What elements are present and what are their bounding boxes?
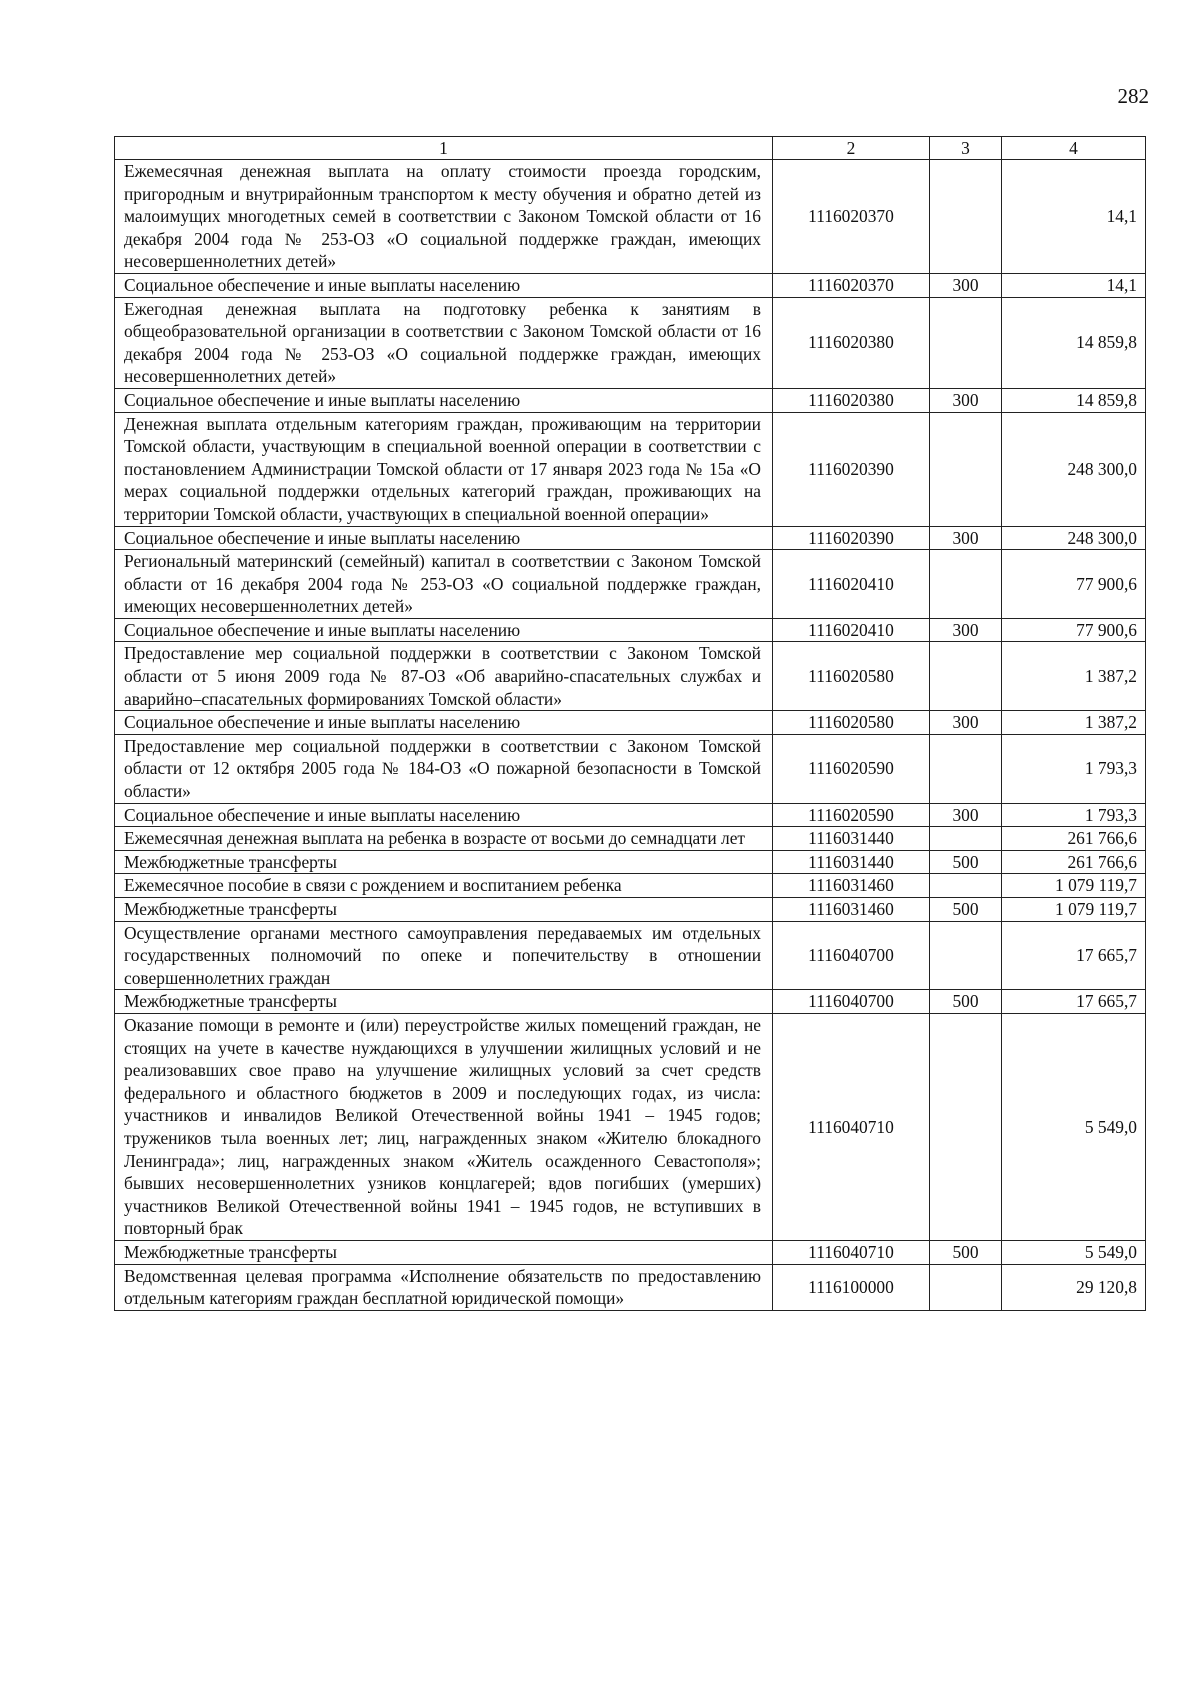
- row-sum-cell: 5 549,0: [1002, 1013, 1146, 1240]
- row-sum-cell: 1 387,2: [1002, 711, 1146, 735]
- row-sum-cell: 77 900,6: [1002, 618, 1146, 642]
- table-header-row: [115, 137, 1146, 160]
- header-col-1: 1: [115, 137, 773, 160]
- row-type-cell: [930, 642, 1002, 711]
- header-col-4: 4: [1002, 137, 1146, 160]
- row-sum-cell: 14,1: [1002, 160, 1146, 274]
- row-name-cell: Ежемесячное пособие в связи с рождением и воспитанием ребенка: [115, 874, 773, 898]
- row-type-cell: [930, 827, 1002, 851]
- row-code-cell: 1116040700: [773, 990, 930, 1014]
- row-type-cell: 500: [930, 990, 1002, 1014]
- row-type-cell: 300: [930, 388, 1002, 412]
- row-name-cell: Социальное обеспечение и иные выплаты населению: [115, 618, 773, 642]
- row-code-cell: 1116031440: [773, 850, 930, 874]
- row-name-cell: Денежная выплата отдельным категориям граждан, проживающим на территории Томской области, участвующим в специальной военной операции в соответствии с постановлением Администрации Томской области от 17 января 2023 года № 15а «О мерах социальной поддержки отдельных категорий граждан, проживающих на территории Томской области, участвующих в специальной военной операции»: [115, 412, 773, 526]
- table-row: [115, 550, 1146, 619]
- row-name-cell: Ежемесячная денежная выплата на ребенка в возрасте от восьми до семнадцати лет: [115, 827, 773, 851]
- row-type-cell: 300: [930, 803, 1002, 827]
- table-row: [115, 850, 1146, 874]
- row-name-cell: Оказание помощи в ремонте и (или) переустройстве жилых помещений граждан, не стоящих на учете в качестве нуждающихся в улучшении жилищных условий и не реализовавших свое право на улучшение жилищных условий за счет средств федерального и областного бюджетов в 2009 и последующих годах, из числа: участников и инвалидов Великой Отечественной войны 1941 – 1945 годов; тружеников тыла военных лет; лиц, награжденных знаком «Жителю блокадного Ленинграда»; лиц, награжденных знаком «Житель осажденного Севастополя»; бывших несовершеннолетних узников концлагерей; вдов погибших (умерших) участников Великой Отечественной войны 1941 – 1945 годов, не вступивших в повторный брак: [115, 1013, 773, 1240]
- row-code-cell: 1116100000: [773, 1264, 930, 1310]
- row-sum-cell: 14 859,8: [1002, 388, 1146, 412]
- row-name-cell: Социальное обеспечение и иные выплаты населению: [115, 526, 773, 550]
- table-row: [115, 642, 1146, 711]
- row-sum-cell: 5 549,0: [1002, 1240, 1146, 1264]
- row-code-cell: 1116020410: [773, 550, 930, 619]
- row-code-cell: 1116031460: [773, 898, 930, 922]
- row-type-cell: 500: [930, 850, 1002, 874]
- table-row: [115, 898, 1146, 922]
- row-type-cell: [930, 550, 1002, 619]
- row-name-cell: Ежемесячная денежная выплата на оплату стоимости проезда городским, пригородным и внутрирайонным транспортом к месту обучения и обратно детей из малоимущих многодетных семей в соответствии с Законом Томской области от 16 декабря 2004 года № 253-ОЗ «О социальной поддержке граждан, имеющих несовершеннолетних детей»: [115, 160, 773, 274]
- header-col-2: 2: [773, 137, 930, 160]
- table-row: [115, 1264, 1146, 1310]
- row-name-cell: Межбюджетные трансферты: [115, 898, 773, 922]
- row-type-cell: [930, 874, 1002, 898]
- row-sum-cell: 261 766,6: [1002, 827, 1146, 851]
- row-sum-cell: 14,1: [1002, 273, 1146, 297]
- table-row: [115, 827, 1146, 851]
- row-sum-cell: 17 665,7: [1002, 921, 1146, 990]
- table-body: [115, 160, 1146, 1311]
- row-sum-cell: 77 900,6: [1002, 550, 1146, 619]
- row-type-cell: [930, 1264, 1002, 1310]
- row-sum-cell: 1 387,2: [1002, 642, 1146, 711]
- row-name-cell: Предоставление мер социальной поддержки в соответствии с Законом Томской области от 5 июня 2009 года № 87-ОЗ «Об аварийно-спасательных службах и аварийно–спасательных формированиях Томской области»: [115, 642, 773, 711]
- row-type-cell: [930, 412, 1002, 526]
- row-type-cell: 300: [930, 711, 1002, 735]
- row-type-cell: 500: [930, 898, 1002, 922]
- row-sum-cell: 1 079 119,7: [1002, 898, 1146, 922]
- row-code-cell: 1116031460: [773, 874, 930, 898]
- row-sum-cell: 1 079 119,7: [1002, 874, 1146, 898]
- row-name-cell: Осуществление органами местного самоуправления передаваемых им отдельных государственных полномочий по опеке и попечительству в отношении совершеннолетних граждан: [115, 921, 773, 990]
- row-sum-cell: 248 300,0: [1002, 412, 1146, 526]
- row-name-cell: Социальное обеспечение и иные выплаты населению: [115, 803, 773, 827]
- row-type-cell: [930, 160, 1002, 274]
- row-type-cell: 500: [930, 1240, 1002, 1264]
- row-name-cell: Социальное обеспечение и иные выплаты населению: [115, 711, 773, 735]
- table-row: [115, 921, 1146, 990]
- row-sum-cell: 17 665,7: [1002, 990, 1146, 1014]
- row-code-cell: 1116031440: [773, 827, 930, 851]
- row-name-cell: Ведомственная целевая программа «Исполнение обязательств по предоставлению отдельным категориям граждан бесплатной юридической помощи»: [115, 1264, 773, 1310]
- row-name-cell: Межбюджетные трансферты: [115, 1240, 773, 1264]
- row-type-cell: [930, 1013, 1002, 1240]
- row-type-cell: [930, 297, 1002, 388]
- row-sum-cell: 1 793,3: [1002, 734, 1146, 803]
- table-row: [115, 1013, 1146, 1240]
- header-col-3: 3: [930, 137, 1002, 160]
- row-type-cell: 300: [930, 526, 1002, 550]
- table-row: [115, 874, 1146, 898]
- row-code-cell: 1116020390: [773, 412, 930, 526]
- table-row: [115, 297, 1146, 388]
- budget-table: [114, 136, 1146, 1311]
- row-sum-cell: 248 300,0: [1002, 526, 1146, 550]
- row-code-cell: 1116020380: [773, 297, 930, 388]
- row-code-cell: 1116020370: [773, 160, 930, 274]
- row-code-cell: 1116020590: [773, 734, 930, 803]
- table-row: [115, 412, 1146, 526]
- page-number: 282: [1117, 84, 1149, 108]
- row-type-cell: [930, 921, 1002, 990]
- row-name-cell: Региональный материнский (семейный) капитал в соответствии с Законом Томской области от 16 декабря 2004 года № 253-ОЗ «О социальной поддержке граждан, имеющих несовершеннолетних детей»: [115, 550, 773, 619]
- row-code-cell: 1116020380: [773, 388, 930, 412]
- row-name-cell: Ежегодная денежная выплата на подготовку ребенка к занятиям в общеобразовательной организации в соответствии с Законом Томской области от 16 декабря 2004 года № 253-ОЗ «О социальной поддержке граждан, имеющих несовершеннолетних детей»: [115, 297, 773, 388]
- row-code-cell: 1116020580: [773, 711, 930, 735]
- table-row: [115, 990, 1146, 1014]
- table-row: [115, 388, 1146, 412]
- row-code-cell: 1116020390: [773, 526, 930, 550]
- table-row: [115, 526, 1146, 550]
- row-sum-cell: 29 120,8: [1002, 1264, 1146, 1310]
- row-name-cell: Межбюджетные трансферты: [115, 850, 773, 874]
- row-code-cell: 1116020590: [773, 803, 930, 827]
- row-type-cell: [930, 734, 1002, 803]
- row-code-cell: 1116020580: [773, 642, 930, 711]
- table-row: [115, 803, 1146, 827]
- row-name-cell: Предоставление мер социальной поддержки в соответствии с Законом Томской области от 12 октября 2005 года № 184-ОЗ «О пожарной безопасности в Томской области»: [115, 734, 773, 803]
- row-type-cell: 300: [930, 273, 1002, 297]
- table-row: [115, 273, 1146, 297]
- row-sum-cell: 261 766,6: [1002, 850, 1146, 874]
- table-row: [115, 160, 1146, 274]
- row-code-cell: 1116020410: [773, 618, 930, 642]
- row-name-cell: Межбюджетные трансферты: [115, 990, 773, 1014]
- table-row: [115, 1240, 1146, 1264]
- row-name-cell: Социальное обеспечение и иные выплаты населению: [115, 273, 773, 297]
- row-code-cell: 1116040700: [773, 921, 930, 990]
- row-name-cell: Социальное обеспечение и иные выплаты населению: [115, 388, 773, 412]
- row-sum-cell: 1 793,3: [1002, 803, 1146, 827]
- row-code-cell: 1116040710: [773, 1013, 930, 1240]
- row-code-cell: 1116020370: [773, 273, 930, 297]
- table-row: [115, 618, 1146, 642]
- row-code-cell: 1116040710: [773, 1240, 930, 1264]
- table-row: [115, 711, 1146, 735]
- table-row: [115, 734, 1146, 803]
- row-type-cell: 300: [930, 618, 1002, 642]
- row-sum-cell: 14 859,8: [1002, 297, 1146, 388]
